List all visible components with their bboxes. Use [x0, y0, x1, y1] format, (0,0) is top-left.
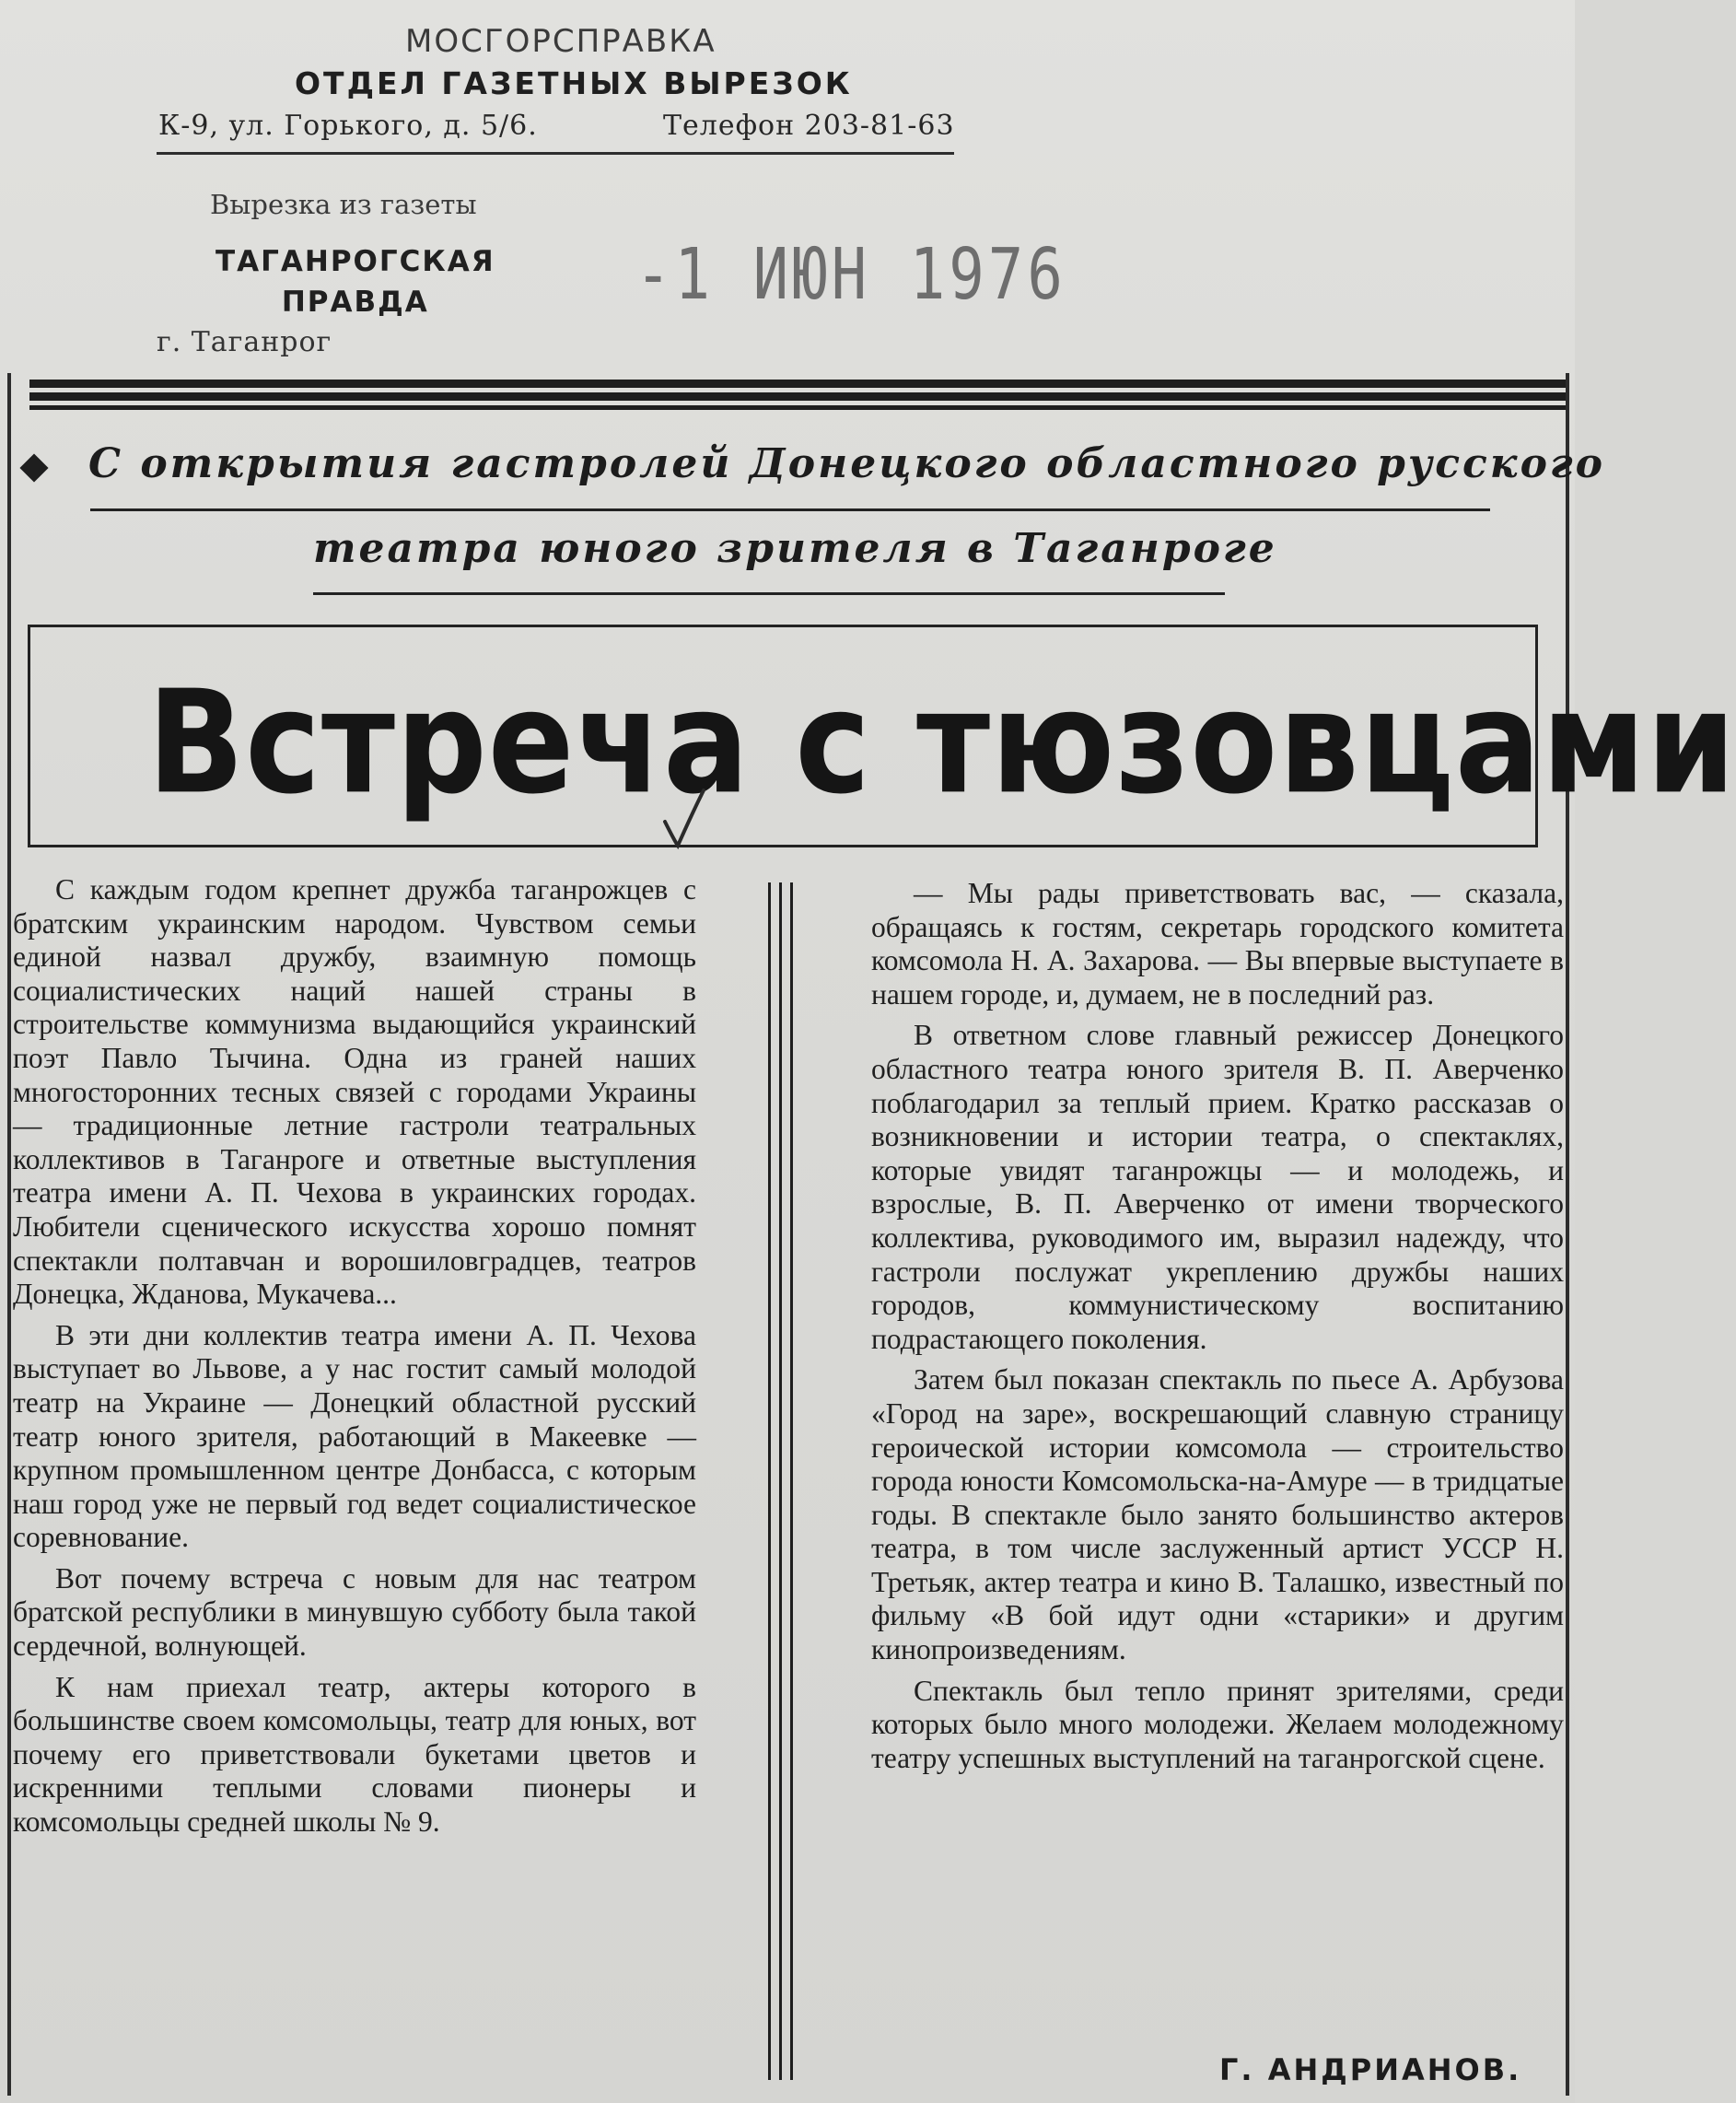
newspaper-name-line2: ПРАВДА — [281, 286, 429, 319]
column-divider — [790, 882, 793, 2080]
article-byline: Г. АНДРИАНОВ. — [1219, 2052, 1522, 2087]
kicker-line-2: театра юного зрителя в Таганроге — [313, 525, 1277, 572]
diamond-bullet-icon — [19, 453, 48, 482]
newspaper-city: г. Таганрог — [157, 326, 332, 358]
article-paragraph: Спектакль был тепло принят зрителями, среди которых было много молодежи. Желаем молодежному театру успешных выступлений на таганрогской сцене. — [871, 1674, 1564, 1774]
top-rule — [29, 392, 1567, 401]
kicker-underline — [313, 592, 1225, 595]
date-stamp: -1 ИЮН 1976 — [635, 234, 1066, 317]
article-paragraph: В ответном слове главный режиссер Донецкого областного театра юного зрителя В. П. Аверченко поблагодарил за теплый прием. Кратко рассказав о возникновении и истории театра, о спектаклях, которые увидят таганрожцы — и молодежь, и взрослые, В. П. Аверченко от имени творческого коллектива, руководимого им, выразил надежду, что гастроли послужат укреплению дружбы наших городов, коммунистическому воспитанию подрастающего поколения. — [871, 1019, 1564, 1355]
clipping-left-edge — [7, 373, 11, 2096]
article-column-left — [13, 873, 696, 1840]
article-paragraph: — Мы рады приветствовать вас, — сказала, обращаясь к гостям, секретарь городского комитета комсомола Н. А. Захарова. — Вы впервые выступаете в нашем городе, и, думаем, не в последний раз. — [871, 877, 1564, 1011]
newspaper-name-line1: ТАГАНРОГСКАЯ — [216, 245, 495, 278]
archive-stamp — [147, 14, 958, 152]
top-rule — [29, 380, 1567, 388]
article-paragraph: Затем был показан спектакль по пьесе А. Арбузова «Город на заре», воскрешающий славную страницу героической истории комсомола — строительство города юности Комсомольска-на-Амуре — в тридцатые годы. В спектакле было занято большинство актеров театра, в том числе заслуженный артист УССР Н. Третьяк, актер театра и кино В. Талашко, известный по фильму «В бой идут одни «старики» и другим кинопроизведениям. — [871, 1363, 1564, 1666]
article-paragraph: К нам приехал театр, актеры которого в большинстве своем комсомольцы, театр для юных, вот почему его приветствовали букетами цветов и искренними теплыми словами пионеры и комсомольцы средней школы № 9. — [13, 1670, 696, 1839]
column-divider — [768, 882, 771, 2080]
top-rule — [29, 405, 1567, 410]
article-paragraph: В эти дни коллектив театра имени А. П. Чехова выступает во Львове, а у нас гостит самый молодой театр на Украине — Донецкий областной русский театр юного зрителя, работающий в Макеевке — крупном промышленном центре Донбасса, с которым наш город уже не первый год ведет социалистическое соревнование. — [13, 1318, 696, 1554]
article-headline: Встреча с тюзовцами — [147, 660, 1736, 826]
clipping-right-edge — [1566, 373, 1569, 2096]
stamp-phone: Телефон 203-81-63 — [663, 110, 955, 142]
article-column-right — [871, 877, 1564, 1775]
clip-source-label: Вырезка из газеты — [210, 189, 477, 220]
kicker-line-1: С открытия гастролей Донецкого областного русского — [88, 440, 1606, 487]
article-paragraph: С каждым годом крепнет дружба таганрожцев с братским украинским народом. Чувством семьи единой назвал дружбу, взаимную помощь социалистических наций нашей страны в строительстве коммунизма выдающийся украинский поэт Павло Тычина. Одна из граней наших многосторонних тесных связей с городами Украины — традиционные летние гастроли театральных коллективов в Таганроге и ответные выступления театра имени А. П. Чехова в украинских городах. Любители сценического искусства хорошо помнят спектакли полтавчан и ворошиловградцев, театров Донецка, Жданова, Мукачева... — [13, 873, 696, 1311]
kicker-underline — [90, 508, 1490, 511]
stamp-organization: МОСГОРСПРАВКА — [405, 23, 717, 60]
stamp-department: ОТДЕЛ ГАЗЕТНЫХ ВЫРЕЗОК — [295, 65, 853, 101]
stamp-address: К-9, ул. Горького, д. 5/6. — [158, 110, 538, 142]
article-paragraph: Вот почему встреча с новым для нас театром братской республики в минувшую субботу была такой сердечной, волнующей. — [13, 1561, 696, 1663]
stamp-divider — [157, 152, 954, 155]
pen-check-mark-icon — [661, 787, 707, 851]
column-divider — [779, 882, 782, 2080]
newspaper-name — [216, 241, 495, 322]
